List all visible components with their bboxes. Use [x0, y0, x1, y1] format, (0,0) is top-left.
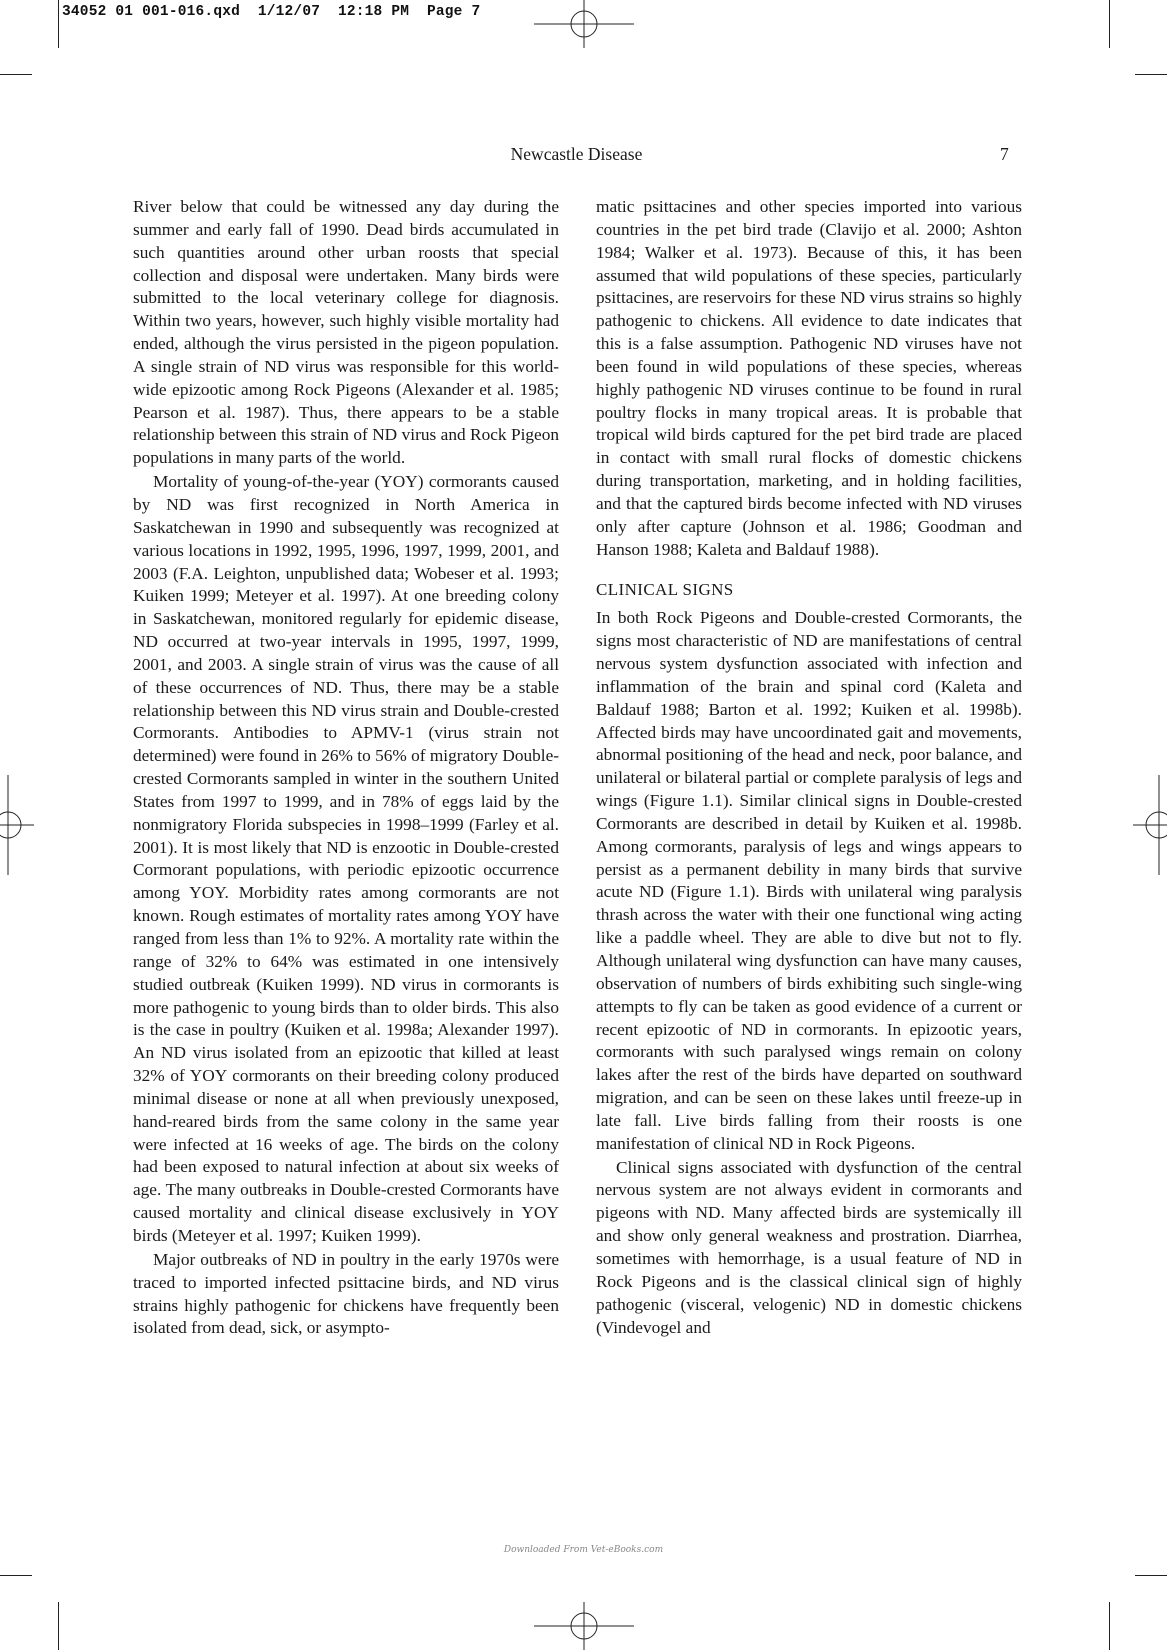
- paragraph: Mortality of young-of-the-year (YOY) cormorants caused by ND was first recognized in North America in Saskatchewan in 1990 and subsequently was recognized at various locations in 1992, 1995, 1996, 1997, 1999, 2001, and 2003 (F.A. Leighton, unpublished data; Wobeser et al. 1993; Kuiken 1999; Meteyer et al. 1997). At one breeding colony in Saskatchewan, monitored regularly for epidemic disease, ND occurred at two-year intervals in 1995, 1997, 1999, 2001, and 2003. A single strain of virus was the cause of all of these occurrences of ND. Thus, there may be a stable relationship between this ND virus strain and Double-crested Cormorants. Antibodies to APMV-1 (virus strain not determined) were found in 26% to 56% of migratory Double-crested Cormorants sampled in winter in the southern United States from 1997 to 1999, and in 78% of eggs laid by the nonmigratory Florida subspecies in 1998–1999 (Farley et al. 2001). It is most likely that ND is enzootic in Double-crested Cormorant populations, with periodic epizootic occurrence among YOY. Morbidity rates among cormorants are not known. Rough estimates of mortality rates among YOY have ranged from less than 1% to 92%. A mortality rate within the range of 32% to 64% was estimated in one intensively studied outbreak (Kuiken 1999). ND virus in cormorants is more pathogenic to young birds than to older birds. This also is the case in poultry (Kuiken et al. 1998a; Alexander 1997). An ND virus isolated from an epizootic that killed at least 32% of YOY cormorants on their breeding colony produced minimal disease or none at all when previously unexposed, hand-reared birds from the same colony in the same year were infected at 16 weeks of age. The birds on the colony had been exposed to natural infection at about six weeks of age. The many outbreaks in Double-crested Cormorants have caused mortality and clinical disease exclusively in YOY birds (Meteyer et al. 1997; Kuiken 1999).: [133, 472, 559, 1245]
- crop-mark-top-left-h: [0, 74, 32, 75]
- crop-mark-top-right: [1109, 0, 1110, 48]
- registration-mark-bottom: [534, 1600, 634, 1650]
- footer-watermark: Downloaded From Vet-eBooks.com: [503, 1545, 664, 1555]
- paragraph: matic psittacines and other species imported into various countries in the pet bird trade (Clavijo et al. 2000; Ashton 1984; Walker et al. 1973). Because of this, it has been assumed that wild populations of these species, particularly psittacines, are reservoirs for these ND virus strains so highly pathogenic to chickens. All evidence to date indicates that this is a false assumption. Pathogenic ND viruses have not been found in wild populations of these species, whereas highly pathogenic ND viruses continue to be found in rural poultry flocks in many tropical areas. It is probable that tropical wild birds captured for the pet bird trade are placed in contact with small rural flocks of domestic chickens during transportation, marketing, and in holding facilities, and that the captured birds become infected with ND viruses only after capture (Johnson et al. 1986; Goodman and Hanson 1988; Kaleta and Baldauf 1988).: [596, 197, 1022, 559]
- left-column: [133, 196, 559, 1340]
- paragraph: Major outbreaks of ND in poultry in the early 1970s were traced to imported infected psittacine birds, and ND virus strains highly pathogenic for chickens have frequently been isolated from dead, sick, or asympto-: [133, 1249, 559, 1338]
- right-column: [596, 196, 1022, 1339]
- paragraph: Clinical signs associated with dysfunction of the central nervous system are not always evident in cormorants and pigeons with ND. Many affected birds are systemically ill and show only general weakness and prostration. Diarrhea, sometimes with hemorrhage, is a usual feature of ND in Rock Pigeons and is the classical clinical sign of highly pathogenic (visceral, velogenic) ND in domestic chickens (Vindevogel and: [596, 1157, 1022, 1337]
- crop-mark-bottom-right: [1109, 1602, 1110, 1650]
- registration-mark-right: [1131, 775, 1167, 875]
- page-number: 7: [1000, 144, 1009, 164]
- crop-mark-bottom-right-h: [1135, 1575, 1167, 1576]
- section-heading: CLINICAL SIGNS: [596, 579, 734, 599]
- crop-mark-bottom-left: [58, 1602, 59, 1650]
- paragraph: In both Rock Pigeons and Double-crested Cormorants, the signs most characteristic of ND are manifestations of central nervous system dysfunction associated with infection and inflammation of the brain and spinal cord (Kaleta and Baldauf 1988; Barton et al. 1992; Kuiken et al. 1998b). Affected birds may have uncoordinated gait and movements, abnormal positioning of the head and neck, poor balance, and unilateral or bilateral partial or complete paralysis of legs and wings (Figure 1.1). Similar clinical signs in Double-crested Cormorants are described in detail by Kuiken et al. 1998b. Among cormorants, paralysis of legs and wings appears to persist as a permanent debility in many birds that survive acute ND (Figure 1.1). Birds with unilateral wing paralysis thrash across the water with their one functional wing acting like a paddle wheel. They are able to dive but not to fly. Although unilateral wing dysfunction can have many causes, observation of numbers of birds exhibiting such single-wing attempts to fly can be taken as good evidence of a current or recent epizootic of ND in cormorants. In epizootic years, cormorants with such paralysed wings remain on colony lakes after the rest of the birds have departed on southward migration, and can be seen on these lakes until freeze-up in late fall. Live birds falling from their roosts is one manifestation of clinical ND in Rock Pigeons.: [596, 608, 1022, 1153]
- printer-slug: 34052 01 001-016.qxd 1/12/07 12:18 PM Page 7: [62, 4, 481, 20]
- crop-mark-bottom-left-h: [0, 1575, 32, 1576]
- paragraph: River below that could be witnessed any day during the summer and early fall of 1990. Dead birds accumulated in such quantities around other urban roosts that special collection and disposal were undertaken. Many birds were submitted to the local veterinary college for diagnosis. Within two years, however, such highly visible mortality had ended, although the virus persisted in the pigeon population. A single strain of ND virus was responsible for this world-wide epizootic among Rock Pigeons (Alexander et al. 1985; Pearson et al. 1987). Thus, there appears to be a stable relationship between this strain of ND virus and Rock Pigeon populations in many parts of the world.: [133, 197, 559, 468]
- crop-mark-top-right-h: [1135, 74, 1167, 75]
- running-head: Newcastle Disease: [510, 144, 643, 164]
- crop-mark-top-left: [58, 0, 59, 48]
- registration-mark-top: [534, 0, 634, 50]
- registration-mark-left: [0, 775, 36, 875]
